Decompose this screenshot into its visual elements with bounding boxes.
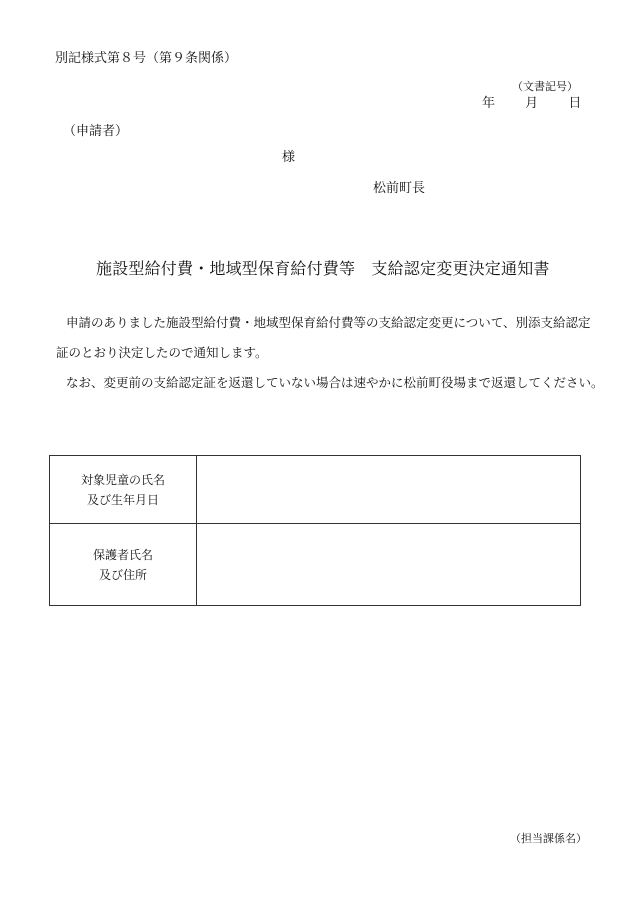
child-birthdate-label: 及び生年月日 — [86, 492, 159, 507]
table-label-cell — [50, 456, 197, 523]
document-number-label: （文書記号） — [512, 80, 578, 93]
guardian-info-value — [197, 524, 580, 605]
guardian-address-label: 及び住所 — [98, 567, 147, 582]
date-line — [482, 92, 581, 111]
guardian-name-label: 保護者氏名 — [92, 547, 153, 562]
table-row — [50, 456, 580, 524]
document-title: 施設型給付費・地域型保育給付費等 支給認定変更決定通知書 — [96, 259, 550, 278]
body-paragraph-1-line-1: 申請のありました施設型給付費・地域型保育給付費等の支給認定変更について、別添支給認定 — [66, 315, 591, 330]
table-row — [50, 524, 580, 605]
body-paragraph-1-line-2: 証のとおり決定したので通知します。 — [56, 345, 268, 360]
body-paragraph-2: なお、変更前の支給認定証を返還していない場合は速やかに松前町役場まで返還してください。 — [66, 375, 604, 390]
sender-name: 松前町長 — [373, 181, 426, 196]
child-info-value — [197, 456, 580, 523]
applicant-label: （申請者） — [63, 124, 129, 139]
date-year-label: 年 — [482, 96, 496, 111]
honorific-label: 様 — [282, 150, 296, 165]
form-number: 別記様式第８号（第９条関係） — [55, 51, 238, 66]
info-table — [49, 455, 581, 606]
date-month-label: 月 — [525, 96, 539, 111]
child-name-label: 対象児童の氏名 — [80, 472, 165, 487]
date-day-label: 日 — [568, 96, 582, 111]
staff-department-label: （担当課係名） — [510, 832, 587, 845]
table-label-cell — [50, 524, 197, 605]
